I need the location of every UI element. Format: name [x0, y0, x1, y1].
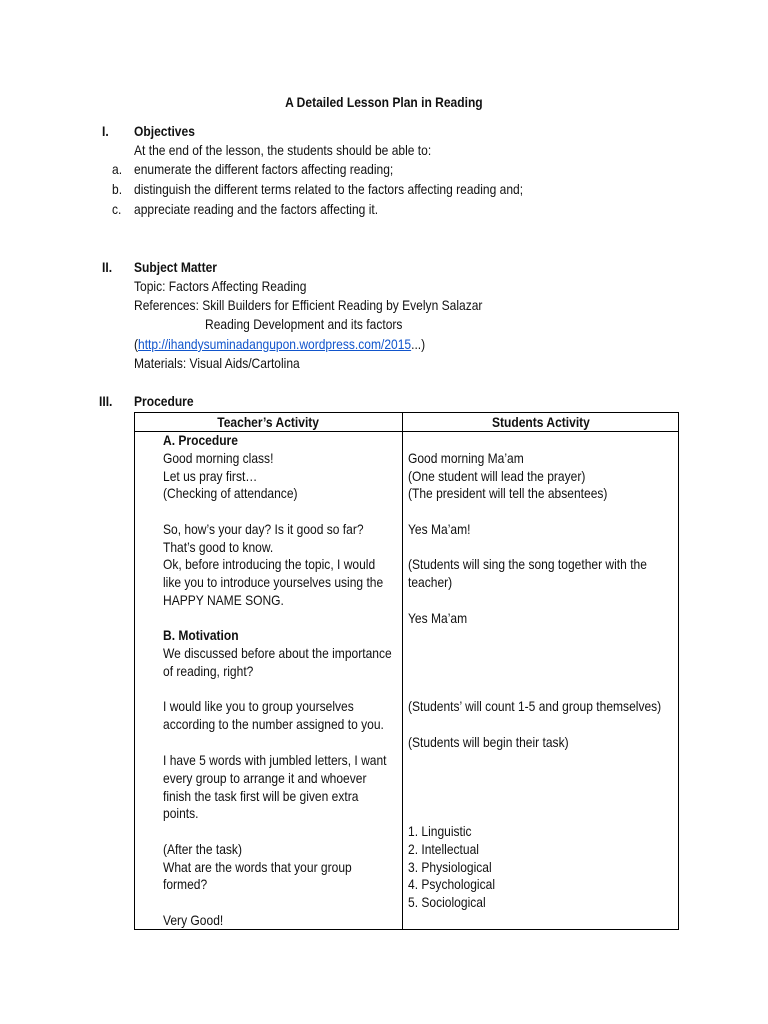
student-line: (The president will tell the absentees) — [408, 485, 608, 501]
table-column-divider — [402, 413, 403, 929]
teacher-line: of reading, right? — [163, 663, 254, 679]
teacher-line: Ok, before introducing the topic, I would — [163, 556, 376, 572]
teacher-subheading: A. Procedure — [163, 432, 238, 448]
student-list-item: 2. Intellectual — [408, 841, 479, 857]
teacher-line: Very Good! — [163, 912, 224, 928]
teacher-line: like you to introduce yourselves using the — [163, 574, 384, 590]
student-line: Yes Ma’am — [408, 610, 468, 626]
teacher-line: every group to arrange it and whoever — [163, 770, 367, 786]
teacher-line: Good morning class! — [163, 450, 274, 466]
teacher-line: formed? — [163, 876, 208, 892]
reference-link-line — [134, 335, 473, 353]
student-line: Yes Ma’am! — [408, 521, 471, 537]
link-close: ...) — [411, 336, 426, 352]
topic-line: Topic: Factors Affecting Reading — [134, 278, 307, 294]
teacher-line: HAPPY NAME SONG. — [163, 592, 284, 608]
teacher-line: points. — [163, 805, 199, 821]
objectives-intro: At the end of the lesson, the students should be able to: — [134, 142, 432, 158]
teacher-line: finish the task first will be given extra — [163, 788, 359, 804]
teacher-line: I have 5 words with jumbled letters, I want — [163, 752, 387, 768]
objective-letter: b. — [112, 181, 123, 197]
teacher-line: according to the number assigned to you. — [163, 716, 384, 732]
student-list-item: 5. Sociological — [408, 894, 486, 910]
student-line: teacher) — [408, 574, 453, 590]
student-line: (One student will lead the prayer) — [408, 468, 586, 484]
student-line: (Students will begin their task) — [408, 734, 569, 750]
student-list-item: 4. Psychological — [408, 876, 496, 892]
teacher-line: That’s good to know. — [163, 539, 274, 555]
section-heading-procedure: Procedure — [134, 393, 194, 409]
objective-item: distinguish the different terms related to the factors affecting reading and; — [134, 181, 524, 197]
teacher-line: We discussed before about the importance — [163, 645, 392, 661]
section-numeral-procedure: III. — [99, 393, 113, 409]
student-line: (Students will sing the song together with the — [408, 556, 647, 572]
activity-table — [134, 412, 679, 930]
teacher-subheading: B. Motivation — [163, 627, 239, 643]
teacher-line: So, how’s your day? Is it good so far? — [163, 521, 364, 537]
student-list-item: 1. Linguistic — [408, 823, 472, 839]
student-line: Good morning Ma’am — [408, 450, 524, 466]
teacher-line: (After the task) — [163, 841, 242, 857]
section-heading-subject-matter: Subject Matter — [134, 259, 217, 275]
objective-letter: a. — [112, 161, 123, 177]
link-open-paren: ( — [134, 336, 139, 352]
teacher-line: Let us pray first… — [163, 468, 258, 484]
table-header-students: Students Activity — [492, 414, 590, 430]
student-list-item: 3. Physiological — [408, 859, 492, 875]
teacher-line: I would like you to group yourselves — [163, 698, 354, 714]
teacher-line: (Checking of attendance) — [163, 485, 298, 501]
teacher-line: What are the words that your group — [163, 859, 352, 875]
section-numeral-subject-matter: II. — [102, 259, 113, 275]
section-numeral-objectives: I. — [102, 123, 109, 139]
objective-letter: c. — [112, 201, 122, 217]
student-line: (Students’ will count 1-5 and group themselves) — [408, 698, 662, 714]
materials-line: Materials: Visual Aids/Cartolina — [134, 355, 300, 371]
objective-item: appreciate reading and the factors affecting it. — [134, 201, 379, 217]
references-line: References: Skill Builders for Efficient Reading by Evelyn Salazar — [134, 297, 483, 313]
section-heading-objectives: Objectives — [134, 123, 195, 139]
table-header-teacher: Teacher’s Activity — [217, 414, 320, 430]
reference-link[interactable]: http://ihandysuminadangupon.wordpress.com/2015 — [138, 336, 412, 352]
document-title: A Detailed Lesson Plan in Reading — [285, 94, 483, 110]
reference-second: Reading Development and its factors — [205, 316, 403, 332]
objective-item: enumerate the different factors affecting reading; — [134, 161, 394, 177]
